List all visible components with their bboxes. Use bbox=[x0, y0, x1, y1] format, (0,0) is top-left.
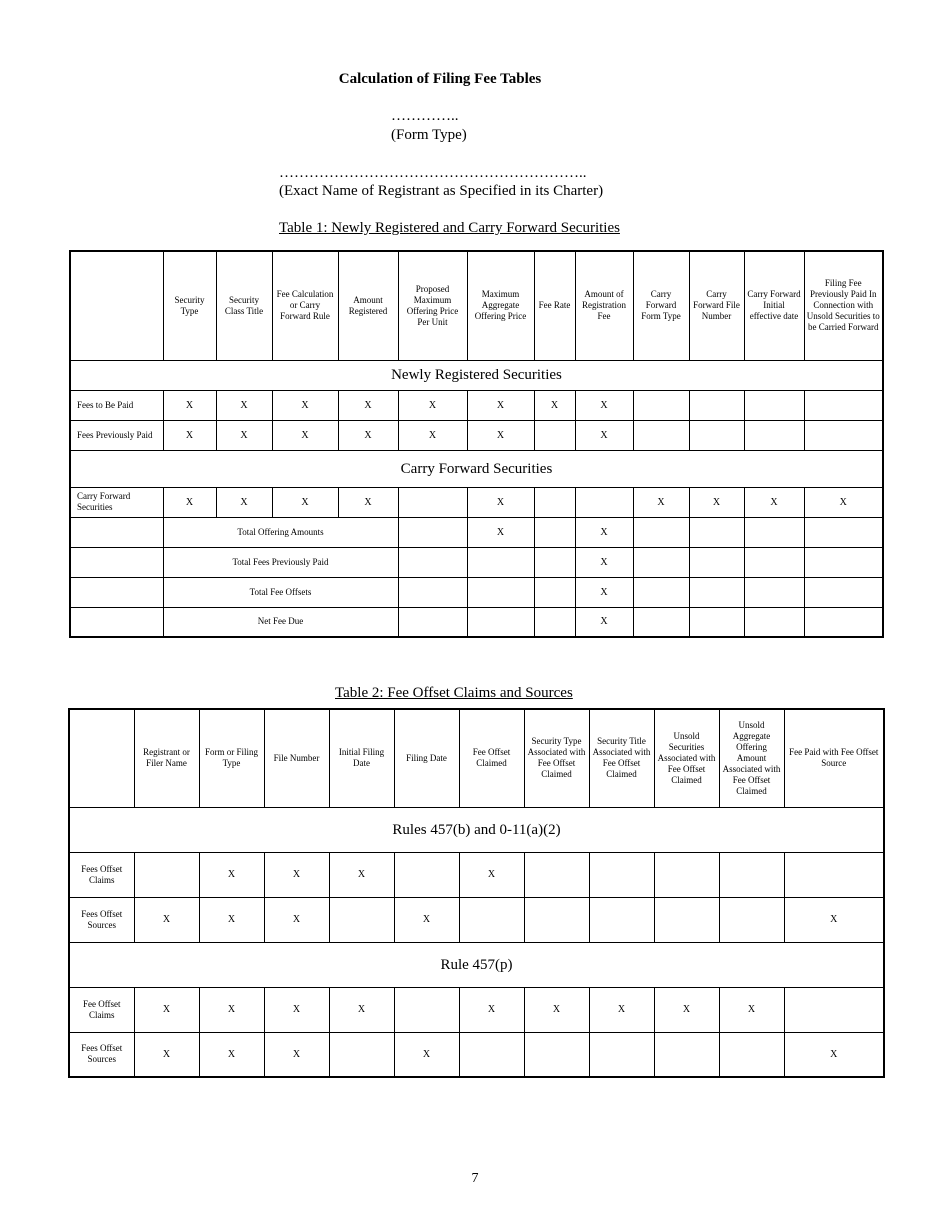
registrant-dots: …………………………………………………….. bbox=[279, 165, 587, 181]
table1-header-row bbox=[70, 251, 883, 360]
table-cell bbox=[633, 420, 689, 450]
table-cell: X bbox=[264, 852, 329, 897]
empty-cell bbox=[70, 577, 163, 607]
table-cell bbox=[654, 897, 719, 942]
table-cell: X bbox=[216, 487, 272, 517]
table-cell: X bbox=[199, 897, 264, 942]
column-header: Form or Filing Type bbox=[199, 709, 264, 807]
table-cell bbox=[398, 547, 467, 577]
column-header: Security Type Associated with Fee Offset Claimed bbox=[524, 709, 589, 807]
total-row bbox=[70, 577, 883, 607]
table-cell: X bbox=[199, 1032, 264, 1077]
table-cell: X bbox=[589, 987, 654, 1032]
table-cell: X bbox=[575, 577, 633, 607]
row-label: Carry Forward Securities bbox=[70, 487, 163, 517]
table-cell bbox=[719, 1032, 784, 1077]
table-cell bbox=[329, 897, 394, 942]
table-cell: X bbox=[394, 897, 459, 942]
table-cell: X bbox=[575, 607, 633, 637]
section-newly-registered: Newly Registered Securities bbox=[70, 360, 883, 390]
table-cell: X bbox=[784, 897, 884, 942]
table-cell bbox=[398, 607, 467, 637]
column-header: Unsold Aggregate Offering Amount Associated with Fee Offset Claimed bbox=[719, 709, 784, 807]
form-type-dots: ………….. bbox=[391, 108, 459, 124]
table-cell bbox=[467, 607, 534, 637]
empty-cell bbox=[70, 517, 163, 547]
column-header: Maximum Aggregate Offering Price bbox=[467, 251, 534, 360]
table-cell bbox=[633, 577, 689, 607]
table-cell bbox=[398, 577, 467, 607]
table-cell: X bbox=[329, 852, 394, 897]
table-cell bbox=[467, 547, 534, 577]
total-label: Total Fee Offsets bbox=[163, 577, 398, 607]
table-row bbox=[69, 987, 884, 1032]
table-cell: X bbox=[134, 1032, 199, 1077]
table-cell: X bbox=[524, 987, 589, 1032]
table-cell bbox=[534, 607, 575, 637]
table-cell: X bbox=[163, 390, 216, 420]
table-cell bbox=[524, 852, 589, 897]
page-number: 7 bbox=[471, 1171, 479, 1186]
table-cell bbox=[534, 577, 575, 607]
table-cell bbox=[689, 607, 744, 637]
table-cell bbox=[804, 547, 883, 577]
table2-header-row bbox=[69, 709, 884, 807]
table-cell bbox=[134, 852, 199, 897]
table-row bbox=[70, 487, 883, 517]
table-cell bbox=[689, 547, 744, 577]
table-cell bbox=[744, 420, 804, 450]
row-label: Fees Previously Paid bbox=[70, 420, 163, 450]
table-cell bbox=[804, 420, 883, 450]
table-cell bbox=[689, 420, 744, 450]
total-row bbox=[70, 547, 883, 577]
column-header: Carry Forward File Number bbox=[689, 251, 744, 360]
table-cell bbox=[689, 577, 744, 607]
column-header: Proposed Maximum Offering Price Per Unit bbox=[398, 251, 467, 360]
column-header: Filing Date bbox=[394, 709, 459, 807]
table-cell bbox=[633, 547, 689, 577]
table-cell: X bbox=[744, 487, 804, 517]
table-cell: X bbox=[134, 897, 199, 942]
table-cell bbox=[719, 897, 784, 942]
table-cell bbox=[719, 852, 784, 897]
table1-caption: Table 1: Newly Registered and Carry Forward Securities bbox=[279, 220, 620, 236]
table-cell bbox=[534, 517, 575, 547]
table-cell: X bbox=[216, 390, 272, 420]
table-cell: X bbox=[272, 487, 338, 517]
table-cell: X bbox=[467, 390, 534, 420]
table-cell bbox=[744, 607, 804, 637]
column-header: Filing Fee Previously Paid In Connection with Unsold Securities to be Carried Forward bbox=[804, 251, 883, 360]
table-cell: X bbox=[459, 987, 524, 1032]
table-cell: X bbox=[163, 420, 216, 450]
table-cell: X bbox=[719, 987, 784, 1032]
table2-caption: Table 2: Fee Offset Claims and Sources bbox=[335, 685, 573, 701]
table-cell bbox=[394, 987, 459, 1032]
table-cell bbox=[654, 852, 719, 897]
table-cell bbox=[394, 852, 459, 897]
table-row bbox=[69, 897, 884, 942]
column-header: Carry Forward Initial effective date bbox=[744, 251, 804, 360]
column-header: Security Title Associated with Fee Offset Claimed bbox=[589, 709, 654, 807]
table-cell: X bbox=[264, 897, 329, 942]
column-header: Fee Offset Claimed bbox=[459, 709, 524, 807]
table-cell bbox=[689, 390, 744, 420]
registrant-label: (Exact Name of Registrant as Specified in its Charter) bbox=[279, 183, 604, 199]
table-cell: X bbox=[338, 487, 398, 517]
table-cell: X bbox=[272, 390, 338, 420]
column-header: Unsold Securities Associated with Fee Offset Claimed bbox=[654, 709, 719, 807]
table-cell: X bbox=[804, 487, 883, 517]
table-row bbox=[69, 1032, 884, 1077]
table-cell bbox=[398, 487, 467, 517]
table-cell bbox=[804, 517, 883, 547]
table-cell: X bbox=[689, 487, 744, 517]
table2-section-row bbox=[69, 807, 884, 852]
table-cell: X bbox=[534, 390, 575, 420]
table-cell bbox=[534, 487, 575, 517]
row-label: Fees Offset Sources bbox=[69, 1032, 134, 1077]
column-header: Fee Rate bbox=[534, 251, 575, 360]
table-row bbox=[70, 390, 883, 420]
table-cell: X bbox=[398, 420, 467, 450]
table-cell: X bbox=[575, 517, 633, 547]
empty-cell bbox=[70, 547, 163, 577]
column-header: Amount of Registration Fee bbox=[575, 251, 633, 360]
column-header: Initial Filing Date bbox=[329, 709, 394, 807]
document-title: Calculation of Filing Fee Tables bbox=[338, 71, 542, 87]
table-cell: X bbox=[394, 1032, 459, 1077]
table-row bbox=[70, 420, 883, 450]
table-cell bbox=[804, 577, 883, 607]
column-header: Security Type bbox=[163, 251, 216, 360]
table-cell: X bbox=[264, 987, 329, 1032]
table-cell: X bbox=[199, 987, 264, 1032]
table-cell: X bbox=[216, 420, 272, 450]
table-cell bbox=[589, 852, 654, 897]
table-cell bbox=[534, 547, 575, 577]
row-label: Fees Offset Sources bbox=[69, 897, 134, 942]
table-cell: X bbox=[633, 487, 689, 517]
table-cell bbox=[744, 517, 804, 547]
table-newly-registered-carry-forward bbox=[69, 250, 884, 638]
table-cell bbox=[524, 1032, 589, 1077]
column-header bbox=[69, 709, 134, 807]
table-cell: X bbox=[134, 987, 199, 1032]
table-cell bbox=[784, 852, 884, 897]
row-label: Fees to Be Paid bbox=[70, 390, 163, 420]
table-cell bbox=[633, 607, 689, 637]
table-cell bbox=[467, 577, 534, 607]
table-cell bbox=[459, 897, 524, 942]
column-header: File Number bbox=[264, 709, 329, 807]
section-carry-forward: Carry Forward Securities bbox=[70, 450, 883, 487]
table1-section-row bbox=[70, 450, 883, 487]
table-cell bbox=[804, 390, 883, 420]
table-cell: X bbox=[575, 547, 633, 577]
table-cell: X bbox=[784, 1032, 884, 1077]
total-label: Total Offering Amounts bbox=[163, 517, 398, 547]
section-rules-457b: Rules 457(b) and 0-11(a)(2) bbox=[69, 807, 884, 852]
table-cell bbox=[633, 390, 689, 420]
table-cell: X bbox=[575, 390, 633, 420]
table-cell bbox=[744, 390, 804, 420]
table-cell bbox=[744, 577, 804, 607]
row-label: Fee Offset Claims bbox=[69, 987, 134, 1032]
section-rule-457p: Rule 457(p) bbox=[69, 942, 884, 987]
table1-section-row bbox=[70, 360, 883, 390]
column-header: Carry Forward Form Type bbox=[633, 251, 689, 360]
total-label: Net Fee Due bbox=[163, 607, 398, 637]
table-row bbox=[69, 852, 884, 897]
table-cell: X bbox=[338, 390, 398, 420]
table-cell: X bbox=[459, 852, 524, 897]
table-cell: X bbox=[199, 852, 264, 897]
table-cell bbox=[633, 517, 689, 547]
table-cell: X bbox=[338, 420, 398, 450]
total-label: Total Fees Previously Paid bbox=[163, 547, 398, 577]
table-cell bbox=[689, 517, 744, 547]
table-cell: X bbox=[272, 420, 338, 450]
table-cell: X bbox=[398, 390, 467, 420]
empty-cell bbox=[70, 607, 163, 637]
row-label: Fees Offset Claims bbox=[69, 852, 134, 897]
table-cell: X bbox=[575, 420, 633, 450]
table-cell: X bbox=[654, 987, 719, 1032]
table-cell: X bbox=[467, 487, 534, 517]
table-fee-offset-claims-sources bbox=[68, 708, 885, 1078]
table-cell bbox=[524, 897, 589, 942]
table2-section-row bbox=[69, 942, 884, 987]
table-cell bbox=[575, 487, 633, 517]
table-cell bbox=[784, 987, 884, 1032]
table-cell bbox=[654, 1032, 719, 1077]
column-header: Registrant or Filer Name bbox=[134, 709, 199, 807]
table-cell bbox=[589, 897, 654, 942]
table-cell bbox=[589, 1032, 654, 1077]
table-cell: X bbox=[163, 487, 216, 517]
column-header: Fee Paid with Fee Offset Source bbox=[784, 709, 884, 807]
column-header: Amount Registered bbox=[338, 251, 398, 360]
table-cell bbox=[534, 420, 575, 450]
column-header: Security Class Title bbox=[216, 251, 272, 360]
table-cell: X bbox=[467, 517, 534, 547]
table-cell bbox=[744, 547, 804, 577]
table-cell: X bbox=[329, 987, 394, 1032]
column-header bbox=[70, 251, 163, 360]
total-row bbox=[70, 607, 883, 637]
table-cell bbox=[329, 1032, 394, 1077]
table-cell: X bbox=[264, 1032, 329, 1077]
table-cell bbox=[398, 517, 467, 547]
table-cell bbox=[459, 1032, 524, 1077]
form-type-label: (Form Type) bbox=[391, 127, 467, 143]
column-header: Fee Calculation or Carry Forward Rule bbox=[272, 251, 338, 360]
table-cell bbox=[804, 607, 883, 637]
table-cell: X bbox=[467, 420, 534, 450]
total-row bbox=[70, 517, 883, 547]
